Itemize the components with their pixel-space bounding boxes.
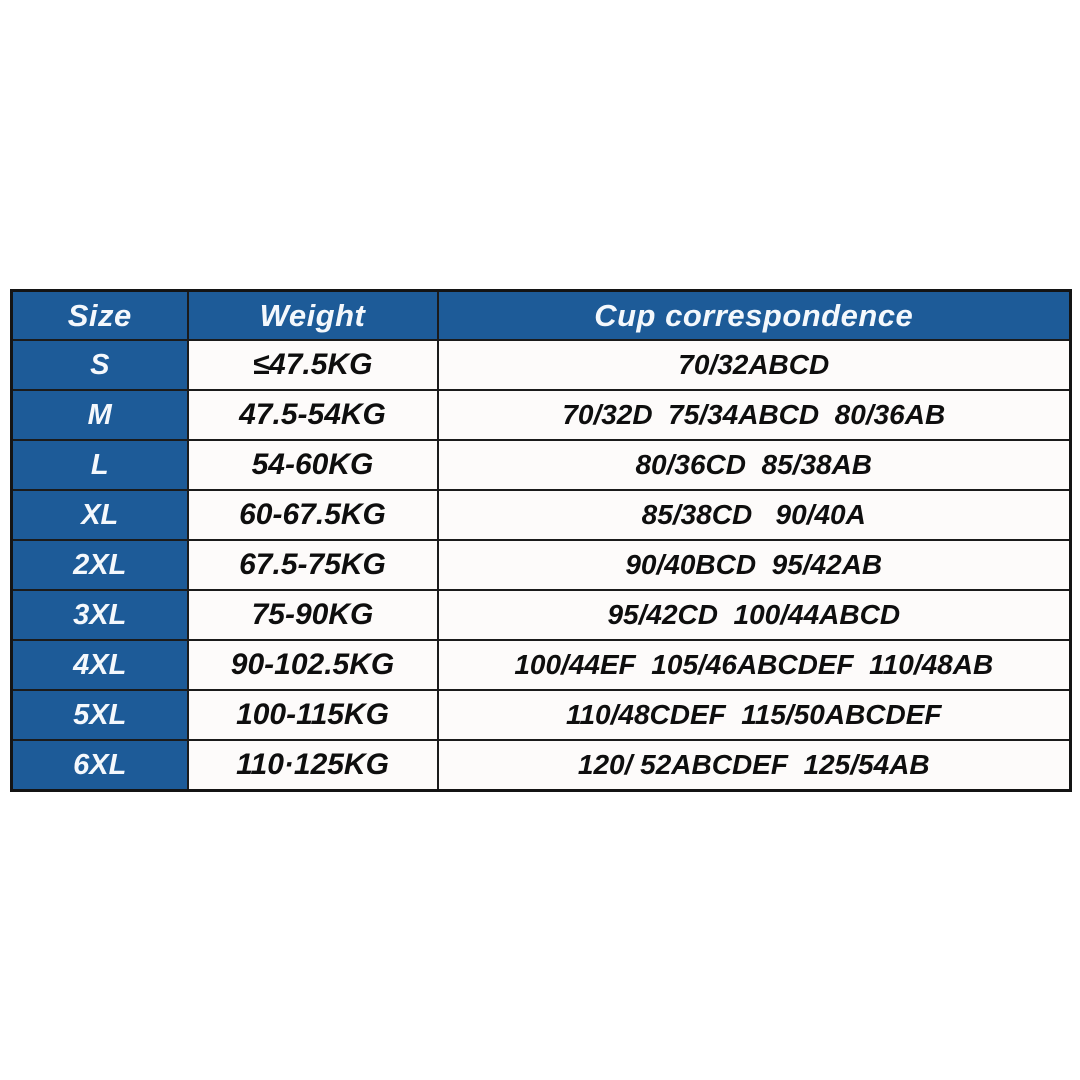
header-row: [12, 291, 1071, 341]
table-row: [12, 740, 1071, 791]
weight-cell: ≤47.5KG: [188, 340, 438, 390]
size-chart-header: [12, 291, 1071, 341]
size-chart-body: [12, 340, 1071, 791]
size-cell: M: [12, 390, 188, 440]
size-cell: L: [12, 440, 188, 490]
cup-cell: 85/38CD 90/40A: [438, 490, 1071, 540]
size-cell: 3XL: [12, 590, 188, 640]
table-row: [12, 490, 1071, 540]
weight-cell: 110·125KG: [188, 740, 438, 791]
size-cell: 6XL: [12, 740, 188, 791]
weight-cell: 100-115KG: [188, 690, 438, 740]
size-cell: XL: [12, 490, 188, 540]
column-header-size: Size: [12, 291, 188, 341]
weight-cell: 75-90KG: [188, 590, 438, 640]
table-row: [12, 540, 1071, 590]
weight-cell: 54-60KG: [188, 440, 438, 490]
cup-cell: 80/36CD 85/38AB: [438, 440, 1071, 490]
cup-cell: 95/42CD 100/44ABCD: [438, 590, 1071, 640]
weight-cell: 90-102.5KG: [188, 640, 438, 690]
size-cell: S: [12, 340, 188, 390]
size-chart-table: [10, 289, 1072, 792]
size-chart-container: [10, 289, 1072, 792]
table-row: [12, 340, 1071, 390]
cup-cell: 70/32ABCD: [438, 340, 1071, 390]
cup-cell: 100/44EF 105/46ABCDEF 110/48AB: [438, 640, 1071, 690]
cup-cell: 120/ 52ABCDEF 125/54AB: [438, 740, 1071, 791]
size-cell: 5XL: [12, 690, 188, 740]
table-row: [12, 390, 1071, 440]
size-cell: 2XL: [12, 540, 188, 590]
weight-cell: 47.5-54KG: [188, 390, 438, 440]
weight-cell: 67.5-75KG: [188, 540, 438, 590]
table-row: [12, 640, 1071, 690]
column-header-cup-correspondence: Cup correspondence: [438, 291, 1071, 341]
cup-cell: 110/48CDEF 115/50ABCDEF: [438, 690, 1071, 740]
size-cell: 4XL: [12, 640, 188, 690]
table-row: [12, 440, 1071, 490]
table-row: [12, 690, 1071, 740]
weight-cell: 60-67.5KG: [188, 490, 438, 540]
table-row: [12, 590, 1071, 640]
column-header-weight: Weight: [188, 291, 438, 341]
cup-cell: 90/40BCD 95/42AB: [438, 540, 1071, 590]
cup-cell: 70/32D 75/34ABCD 80/36AB: [438, 390, 1071, 440]
